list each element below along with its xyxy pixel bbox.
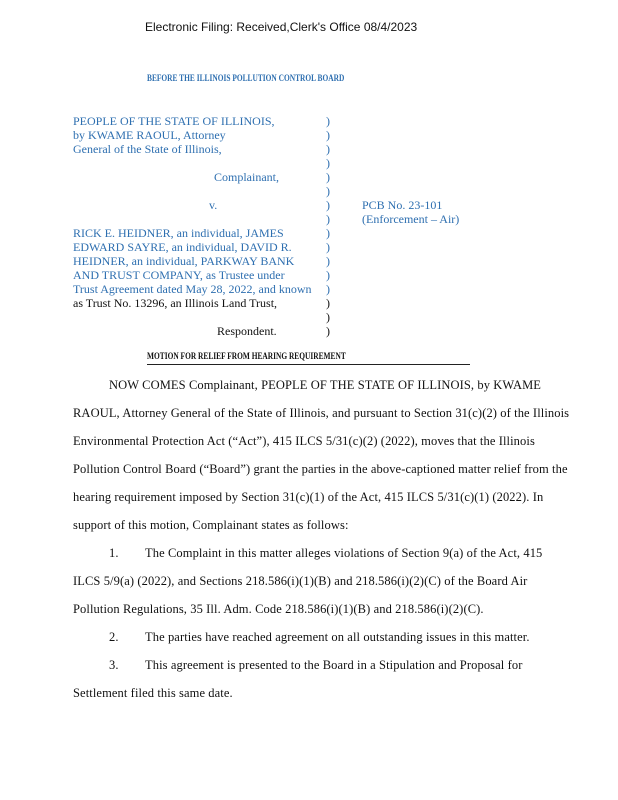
caption-paren: ) (326, 212, 330, 226)
case-type: (Enforcement – Air) (362, 212, 460, 226)
respondent-label: Respondent. (217, 324, 277, 338)
item-line: ILCS 5/9(a) (2022), and Sections 218.586(i)(1)(B) and 218.586(i)(2)(C) of the Board Air (73, 574, 528, 588)
board-title: BEFORE THE ILLINOIS POLLUTION CONTROL BOARD (147, 74, 345, 84)
caption-paren: ) (326, 156, 330, 170)
caption-paren: ) (326, 282, 330, 296)
caption-paren: ) (326, 226, 330, 240)
item-number: 1. (109, 546, 119, 560)
item-number: 2. (109, 630, 119, 644)
caption-paren: ) (326, 254, 330, 268)
caption-paren: ) (326, 310, 330, 324)
body-line: RAOUL, Attorney General of the State of Illinois, and pursuant to Section 31(c)(2) of the Illinois (73, 406, 570, 420)
defendant-line: HEIDNER, an individual, PARKWAY BANK (73, 254, 295, 268)
item-line: This agreement is presented to the Board in a Stipulation and Proposal for (145, 658, 523, 672)
caption-paren: ) (326, 128, 330, 142)
caption-paren: ) (326, 240, 330, 254)
defendant-line: AND TRUST COMPANY, as Trustee under (73, 268, 285, 282)
item-line: Settlement filed this same date. (73, 686, 233, 700)
defendant-line: as Trust No. 13296, an Illinois Land Trust, (73, 296, 278, 310)
title-underline (147, 364, 470, 365)
body-line: Pollution Control Board (“Board”) grant the parties in the above-captioned matter relief from the (73, 462, 568, 476)
defendant-line: EDWARD SAYRE, an individual, DAVID R. (73, 240, 292, 254)
body-line: support of this motion, Complainant states as follows: (73, 518, 349, 532)
item-line: Pollution Regulations, 35 Ill. Adm. Code 218.586(i)(1)(B) and 218.586(i)(2)(C). (73, 602, 484, 616)
defendant-line: RICK E. HEIDNER, an individual, JAMES (73, 226, 284, 240)
body-line: NOW COMES Complainant, PEOPLE OF THE STATE OF ILLINOIS, by KWAME (109, 378, 542, 392)
caption-paren: ) (326, 324, 330, 338)
caption-paren: ) (326, 114, 330, 128)
filing-stamp: Electronic Filing: Received,Clerk's Office 08/4/2023 (145, 20, 418, 34)
complainant-label: Complainant, (214, 170, 279, 184)
plaintiff-line: General of the State of Illinois, (73, 142, 222, 156)
versus-label: v. (209, 198, 218, 212)
caption-paren: ) (326, 170, 330, 184)
plaintiff-line: PEOPLE OF THE STATE OF ILLINOIS, (73, 114, 275, 128)
item-line: The parties have reached agreement on all outstanding issues in this matter. (145, 630, 530, 644)
body-line: hearing requirement imposed by Section 31(c)(1) of the Act, 415 ILCS 5/31(c)(1) (2022). In (73, 490, 544, 504)
caption-paren: ) (326, 198, 330, 212)
item-line: The Complaint in this matter alleges violations of Section 9(a) of the Act, 415 (145, 546, 543, 560)
item-number: 3. (109, 658, 119, 672)
caption-paren: ) (326, 268, 330, 282)
plaintiff-line: by KWAME RAOUL, Attorney (73, 128, 226, 142)
caption-paren: ) (326, 184, 330, 198)
case-number: PCB No. 23-101 (362, 198, 443, 212)
caption-paren: ) (326, 142, 330, 156)
caption-paren: ) (326, 296, 330, 310)
motion-title: MOTION FOR RELIEF FROM HEARING REQUIREMENT (147, 352, 346, 362)
defendant-line: Trust Agreement dated May 28, 2022, and known (73, 282, 312, 296)
body-line: Environmental Protection Act (“Act”), 415 ILCS 5/31(c)(2) (2022), moves that the Illinois (73, 434, 535, 448)
